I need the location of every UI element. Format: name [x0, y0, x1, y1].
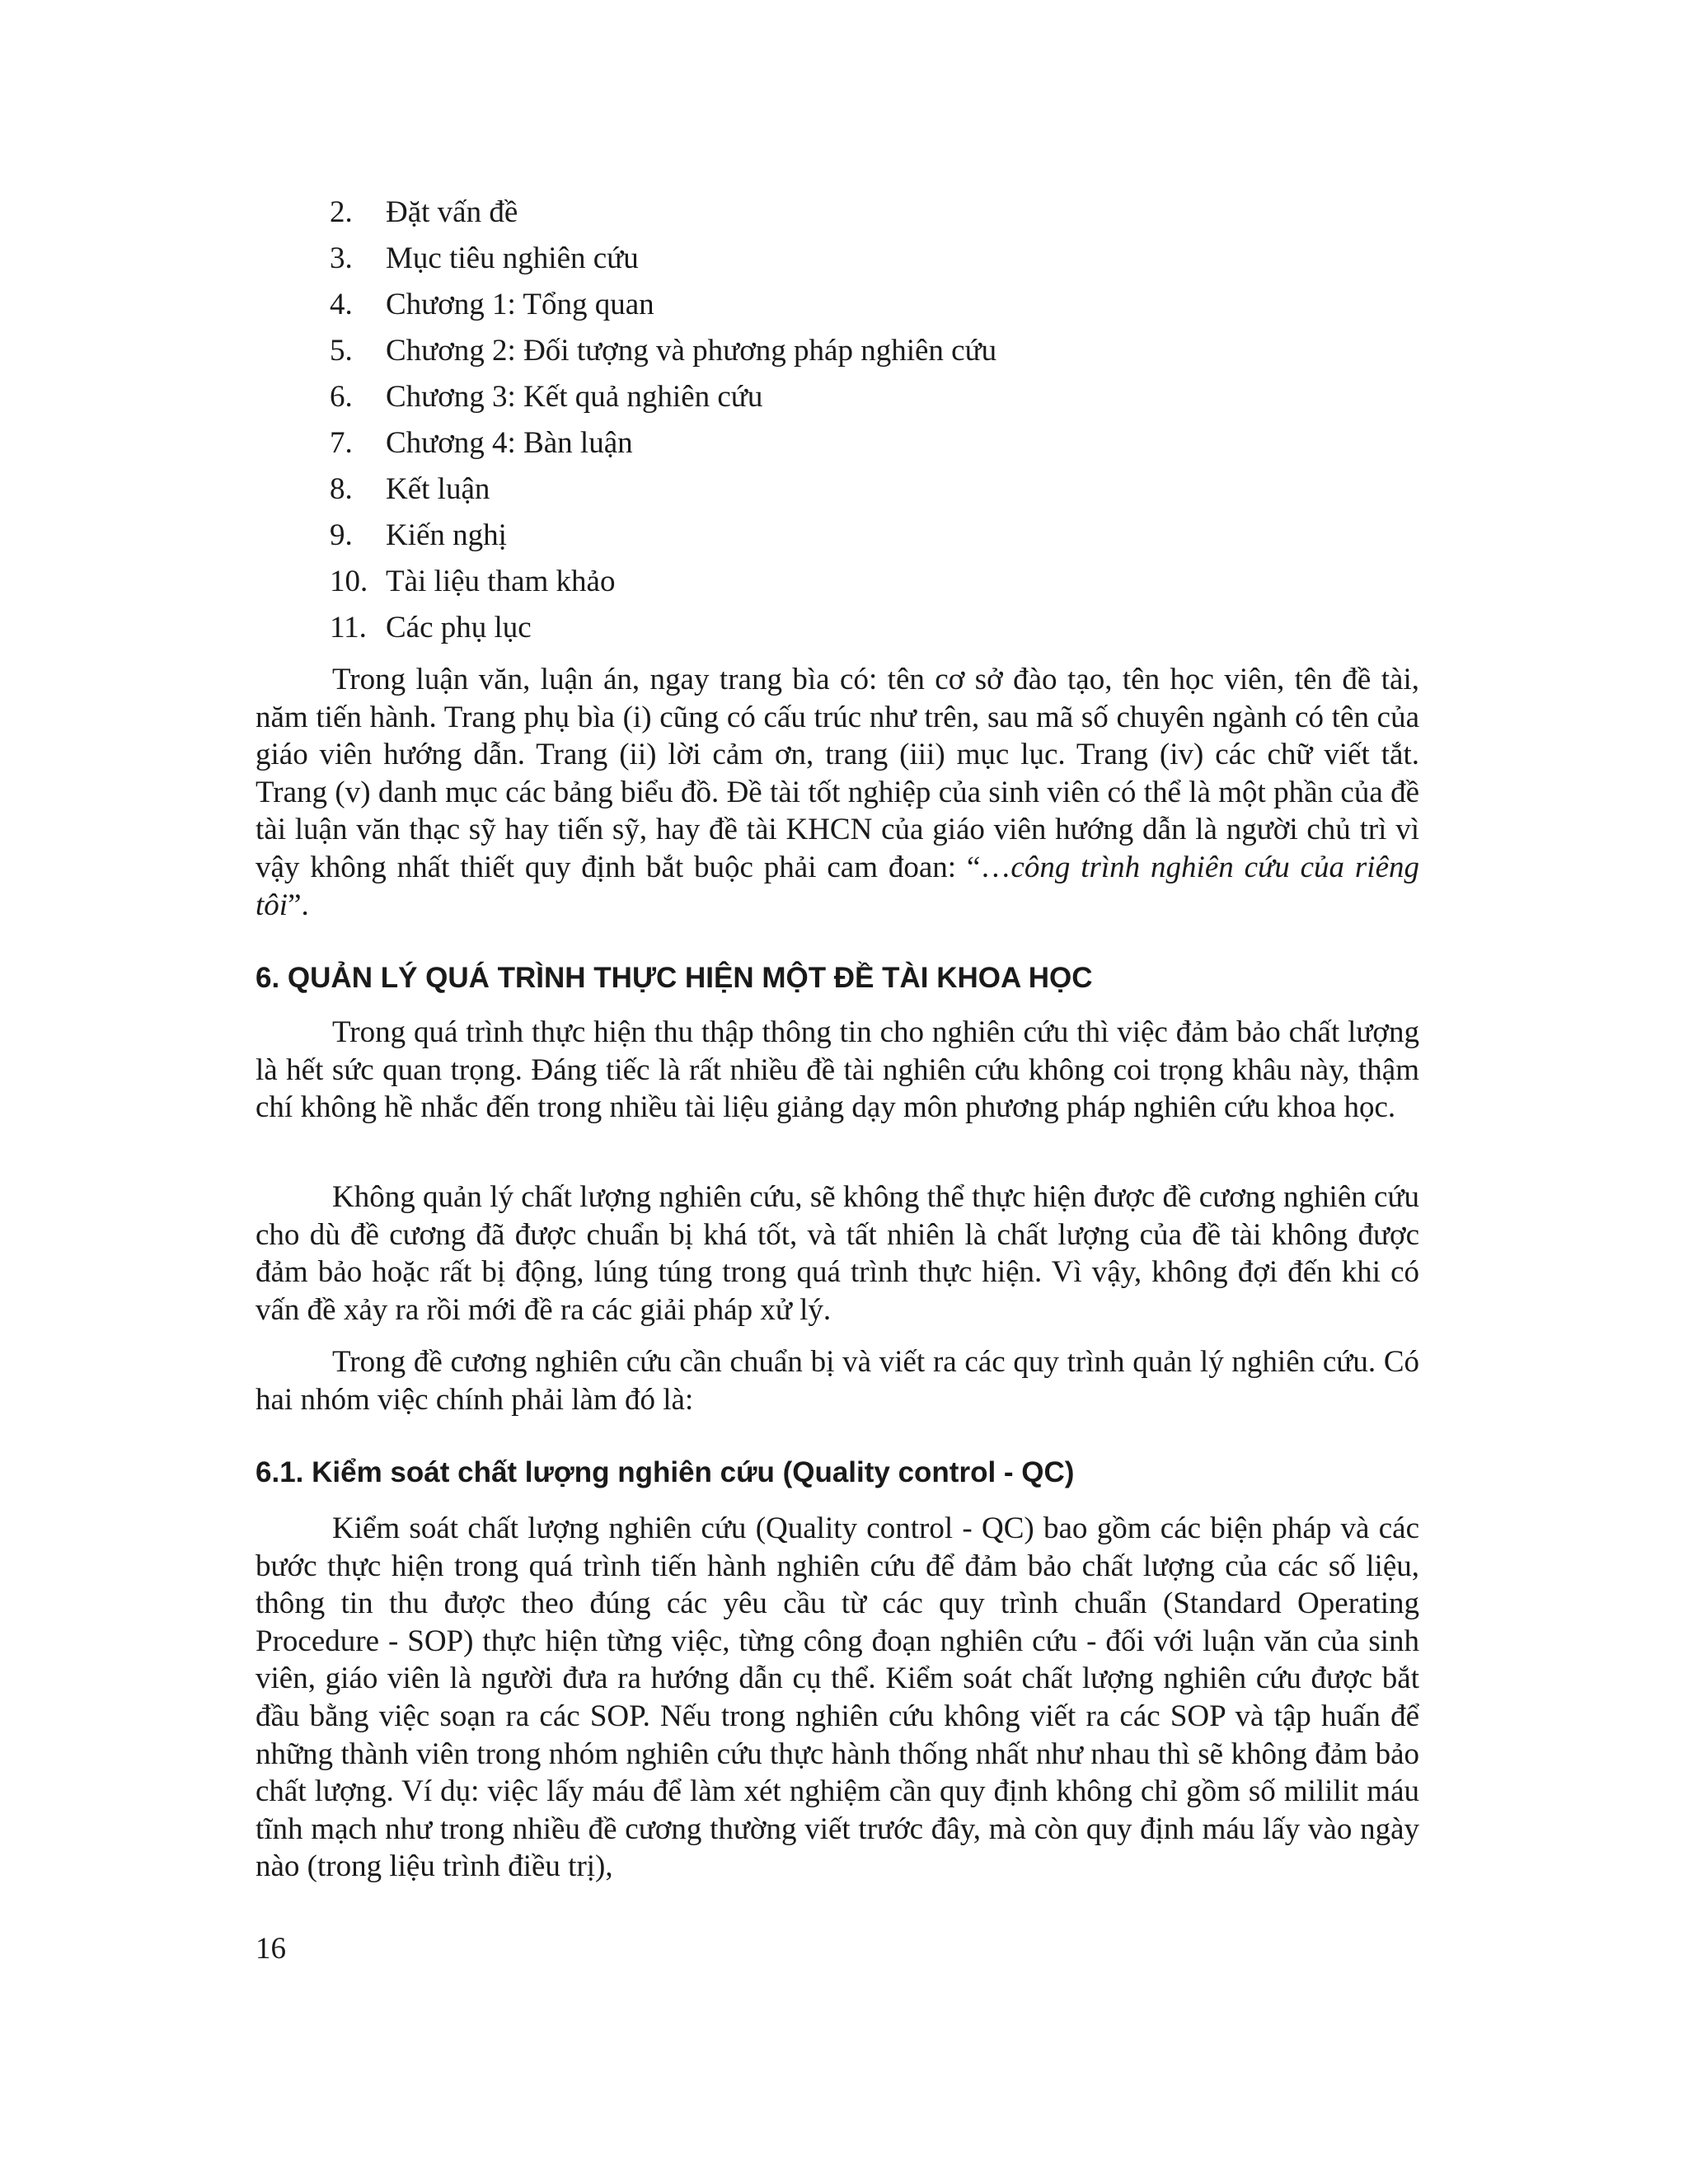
list-item-text: Chương 4: Bàn luận — [386, 426, 633, 460]
list-item-number: 8. — [330, 472, 353, 506]
subsection-heading: 6.1. Kiểm soát chất lượng nghiên cứu (Quality control - QC) — [256, 1456, 1075, 1488]
management-block — [256, 1179, 1419, 1329]
paragraph-outline: Trong đề cương nghiên cứu cần chuẩn bị và viết ra các quy trình quản lý nghiên cứu. Có hai nhóm việc chính phải làm đó là: — [256, 1345, 1419, 1417]
list-item-text: Các phụ lục — [386, 611, 532, 644]
paragraph-cover-page — [256, 661, 1419, 924]
list-item — [330, 420, 996, 466]
list-item — [330, 190, 996, 236]
paragraph-management: Không quản lý chất lượng nghiên cứu, sẽ không thể thực hiện được đề cương nghiên cứu cho dù đề cương đã được chuẩn bị khá tốt, và tất nhiên là chất lượng của đề tài không được đảm bảo hoặc rất bị động, lúng túng trong quá trình thực hiện. Vì vậy, không đợi đến khi có vấn đề xảy ra rồi mới đề ra các giải pháp xử lý. — [256, 1180, 1419, 1327]
quote-italic-text: công trình nghiên cứu của riêng tôi — [256, 850, 1420, 922]
quality-block — [256, 1014, 1419, 1127]
list-item-number: 4. — [330, 288, 353, 321]
list-item-number: 3. — [330, 241, 353, 275]
quote-close: ”. — [288, 888, 309, 922]
section-heading: 6. QUẢN LÝ QUÁ TRÌNH THỰC HIỆN MỘT ĐỀ TÀI KHOA HỌC — [256, 962, 1093, 994]
list-item-number: 10. — [330, 565, 368, 598]
page-number: 16 — [256, 1932, 286, 1966]
thesis-structure-list — [330, 190, 996, 651]
list-item — [330, 236, 996, 282]
list-item-text: Chương 3: Kết quả nghiên cứu — [386, 380, 763, 414]
list-item — [330, 605, 996, 651]
qc-block — [256, 1510, 1419, 1886]
list-item-number: 6. — [330, 380, 353, 414]
cover-page-block — [256, 661, 1419, 924]
list-item-number: 2. — [330, 195, 353, 229]
outline-block — [256, 1343, 1419, 1418]
list-item — [330, 374, 996, 420]
list-item — [330, 559, 996, 605]
list-item-text: Chương 1: Tổng quan — [386, 288, 654, 321]
paragraph-quality: Trong quá trình thực hiện thu thập thông tin cho nghiên cứu thì việc đảm bảo chất lượng là hết sức quan trọng. Đáng tiếc là rất nhiều đề tài nghiên cứu không coi trọng khâu này, thậm chí không hề nhắc đến trong nhiều tài liệu giảng dạy môn phương pháp nghiên cứu khoa học. — [256, 1015, 1419, 1125]
list-item-text: Kết luận — [386, 472, 490, 506]
list-item-number: 5. — [330, 334, 353, 368]
list-item-number: 9. — [330, 518, 353, 552]
list-item — [330, 328, 996, 374]
subsection-heading-block — [256, 1455, 1419, 1491]
list-item-text: Mục tiêu nghiên cứu — [386, 241, 639, 275]
list-item-number: 11. — [330, 611, 367, 644]
list-item — [330, 282, 996, 328]
list-item-number: 7. — [330, 426, 353, 460]
list-item-text: Đặt vấn đề — [386, 195, 518, 229]
list-item — [330, 513, 996, 559]
list-item-text: Tài liệu tham khảo — [386, 565, 616, 598]
paragraph-qc: Kiểm soát chất lượng nghiên cứu (Quality control - QC) bao gồm các biện pháp và các bước thực hiện trong quá trình tiến hành nghiên cứu để đảm bảo chất lượng của các số liệu, thông tin thu được theo đúng các yêu cầu từ các quy trình chuẩn (Standard Operating Procedure - SOP) thực hiện từng việc, từng công đoạn nghiên cứu - đối với luận văn của sinh viên, giáo viên là người đưa ra hướng dẫn cụ thể. Kiểm soát chất lượng nghiên cứu được bắt đầu bằng việc soạn ra các SOP. Nếu trong nghiên cứu không viết ra các SOP và tập huấn để những thành viên trong nhóm nghiên cứu thực hành thống nhất như nhau thì sẽ không đảm bảo chất lượng. Ví dụ: việc lấy máu để làm xét nghiệm cần quy định không chỉ gồm số mililit máu tĩnh mạch như trong nhiều đề cương thường viết trước đây, mà còn quy định máu lấy vào ngày nào (trong liệu trình điều trị), — [256, 1511, 1419, 1884]
list-item-text: Kiến nghị — [386, 518, 507, 552]
list-item-text: Chương 2: Đối tượng và phương pháp nghiên cứu — [386, 334, 997, 368]
list-item — [330, 466, 996, 513]
quote-open: “… — [966, 850, 1011, 884]
paragraph-cover-text: Trong luận văn, luận án, ngay trang bìa có: tên cơ sở đào tạo, tên học viên, tên đề tài, năm tiến hành. Trang phụ bìa (i) cũng có cấu trúc như trên, sau mã số chuyên ngành có tên của giáo viên hướng dẫn. Trang (ii) lời cảm ơn, trang (iii) mục lục. Trang (iv) các chữ viết tắt. Trang (v) danh mục các bảng biểu đồ. Đề tài tốt nghiệp của sinh viên có thể là một phần của đề tài luận văn thạc sỹ hay tiến sỹ, hay đề tài KHCN của giáo viên hướng dẫn là người chủ trì vì vậy không nhất thiết quy định bắt buộc phải cam đoan: — [256, 663, 1419, 884]
section-heading-block — [256, 960, 1419, 996]
